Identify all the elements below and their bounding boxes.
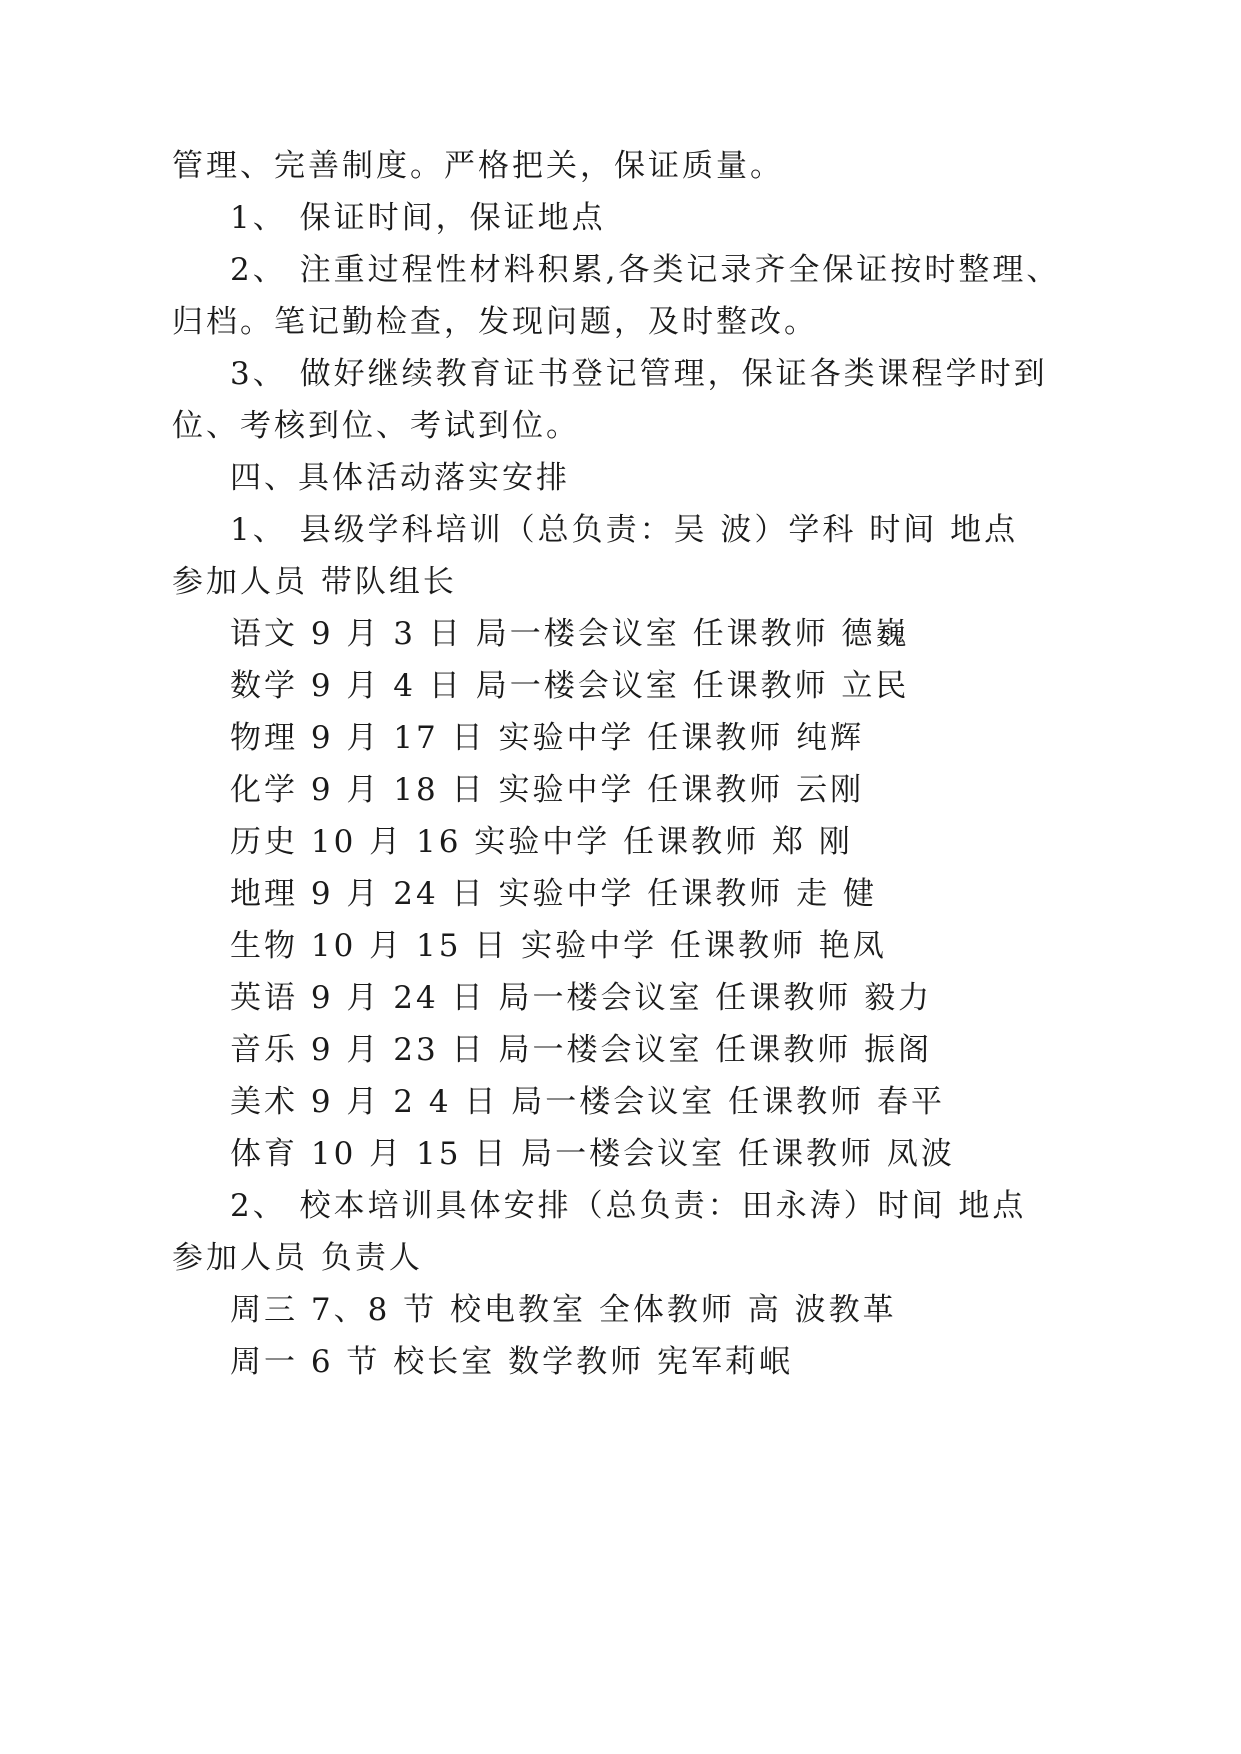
schedule-row: 地理 9 月 24 日 实验中学 任课教师 走 健 [230, 876, 877, 912]
schedule-row: 化学 9 月 18 日 实验中学 任课教师 云刚 [230, 772, 865, 808]
text-line: 1、 县级学科培训（总负责：吴 波）学科 时间 地点 [230, 512, 1019, 548]
text-line: 位、考核到位、考试到位。 [172, 408, 580, 444]
schedule-row: 历史 10 月 16 实验中学 任课教师 郑 刚 [230, 824, 853, 860]
schedule-row: 美术 9 月 2 4 日 局一楼会议室 任课教师 春平 [230, 1084, 945, 1120]
text-line: 归档。笔记勤检查，发现问题，及时整改。 [172, 304, 818, 340]
schedule-row: 体育 10 月 15 日 局一楼会议室 任课教师 凤波 [230, 1136, 955, 1172]
schedule-row: 语文 9 月 3 日 局一楼会议室 任课教师 德巍 [230, 616, 910, 652]
text-line: 参加人员 负责人 [172, 1240, 423, 1276]
text-line: 管理、完善制度。严格把关，保证质量。 [172, 148, 784, 184]
text-line: 1、 保证时间，保证地点 [230, 200, 606, 236]
text-line: 2、 校本培训具体安排（总负责：田永涛）时间 地点 [230, 1188, 1027, 1224]
text-line: 参加人员 带队组长 [172, 564, 457, 600]
schedule-row: 数学 9 月 4 日 局一楼会议室 任课教师 立民 [230, 668, 910, 704]
schedule-row: 周三 7、8 节 校电教室 全体教师 高 波教革 [230, 1292, 897, 1328]
schedule-row: 音乐 9 月 23 日 局一楼会议室 任课教师 振阁 [230, 1032, 933, 1068]
text-line: 3、 做好继续教育证书登记管理，保证各类课程学时到 [230, 356, 1048, 392]
schedule-row: 生物 10 月 15 日 实验中学 任课教师 艳凤 [230, 928, 887, 964]
text-line: 2、 注重过程性材料积累,各类记录齐全保证按时整理、 [230, 252, 1061, 288]
schedule-row: 英语 9 月 24 日 局一楼会议室 任课教师 毅力 [230, 980, 933, 1016]
schedule-row: 物理 9 月 17 日 实验中学 任课教师 纯辉 [230, 720, 865, 756]
section-heading: 四、具体活动落实安排 [230, 460, 570, 496]
schedule-row: 周一 6 节 校长室 数学教师 宪军莉岷 [230, 1344, 793, 1380]
